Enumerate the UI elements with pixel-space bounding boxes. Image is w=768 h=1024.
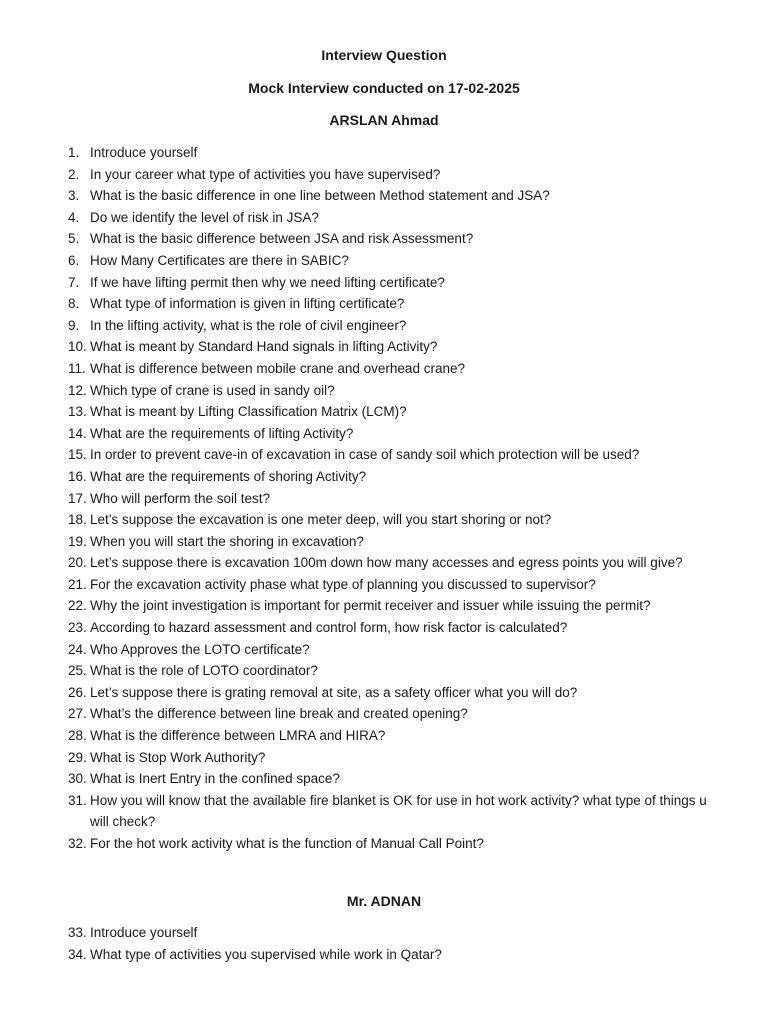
question-number: 15. — [68, 447, 87, 463]
question-item — [0, 142, 768, 164]
question-number: 28. — [68, 728, 87, 744]
question-text: What is Stop Work Authority? — [90, 749, 266, 765]
question-number: 24. — [68, 641, 87, 657]
question-item — [0, 790, 768, 833]
question-item — [0, 552, 768, 574]
question-number: 2. — [68, 166, 80, 182]
question-number: 1. — [68, 145, 80, 160]
question-text: Let’s suppose the excavation is one meter deep, will you start shoring or not? — [90, 512, 552, 528]
question-number: 18. — [68, 512, 87, 528]
question-number: 8. — [68, 296, 80, 312]
question-item — [0, 768, 768, 790]
question-number: 23. — [68, 620, 87, 636]
question-text: For the excavation activity phase what type of planning you discussed to supervisor? — [90, 576, 596, 592]
question-text: What are the requirements of shoring Activity? — [90, 468, 367, 484]
question-number: 14. — [68, 425, 87, 441]
question-text: Let’s suppose there is grating removal at site, as a safety officer what you will do? — [90, 684, 578, 700]
question-number: 27. — [68, 706, 87, 722]
question-text: What is meant by Lifting Classification Matrix (LCM)? — [90, 404, 407, 420]
question-item — [0, 336, 768, 358]
question-item — [0, 164, 768, 186]
question-number: 21. — [68, 576, 87, 592]
question-item — [0, 228, 768, 250]
question-number: 10. — [68, 339, 87, 355]
question-text: How you will know that the available fire blanket is OK for use in hot work activity? what type of things u will check? — [90, 792, 707, 830]
question-item — [0, 272, 768, 294]
question-number: 31. — [68, 792, 87, 808]
question-text: Introduce yourself — [90, 925, 198, 940]
question-text: In order to prevent cave-in of excavation in case of sandy soil which protection will be used? — [90, 447, 640, 463]
question-number: 7. — [68, 274, 80, 290]
question-text: What are the requirements of lifting Activity? — [90, 425, 354, 441]
question-item — [0, 833, 768, 855]
question-item — [0, 185, 768, 207]
question-item — [0, 315, 768, 337]
question-number: 12. — [68, 382, 87, 398]
question-item — [0, 660, 768, 682]
question-number: 17. — [68, 490, 87, 506]
question-item — [0, 466, 768, 488]
question-text: Introduce yourself — [90, 145, 198, 160]
question-text: What is the basic difference between JSA and risk Assessment? — [90, 231, 474, 247]
question-item — [0, 682, 768, 704]
question-number: 11. — [68, 360, 86, 376]
question-number: 26. — [68, 684, 87, 700]
question-item — [0, 358, 768, 380]
question-text: According to hazard assessment and control form, how risk factor is calculated? — [90, 620, 568, 636]
mock-interview-date-heading: Mock Interview conducted on 17-02-2025 — [248, 80, 520, 96]
question-item — [0, 617, 768, 639]
document-title: Interview Question — [321, 47, 447, 63]
question-text: Who will perform the soil test? — [90, 490, 271, 506]
question-text: Let’s suppose there is excavation 100m down how many accesses and egress points you will give? — [90, 555, 683, 571]
question-number: 6. — [68, 252, 80, 268]
question-item — [0, 380, 768, 402]
question-item — [0, 293, 768, 315]
question-number: 30. — [68, 771, 87, 787]
question-number: 16. — [68, 468, 87, 484]
question-item — [0, 531, 768, 553]
question-text: What type of activities you supervised while work in Qatar? — [90, 946, 442, 962]
question-item — [0, 922, 768, 944]
question-item — [0, 639, 768, 661]
question-item — [0, 747, 768, 769]
candidate-heading-arslan: ARSLAN Ahmad — [329, 112, 439, 128]
question-number: 9. — [68, 317, 80, 333]
question-item — [0, 509, 768, 531]
question-item — [0, 595, 768, 617]
question-text: What is the role of LOTO coordinator? — [90, 663, 318, 679]
question-item — [0, 207, 768, 229]
question-text: Do we identify the level of risk in JSA? — [90, 209, 319, 225]
question-number: 5. — [68, 231, 80, 247]
question-item — [0, 725, 768, 747]
question-item — [0, 574, 768, 596]
question-item — [0, 703, 768, 725]
question-text: What is the difference between LMRA and HIRA? — [90, 728, 386, 744]
question-number: 22. — [68, 598, 87, 614]
question-number: 33. — [68, 925, 87, 940]
question-number: 29. — [68, 749, 87, 765]
question-text: In your career what type of activities you have supervised? — [90, 166, 441, 182]
question-list-adnan — [0, 922, 768, 965]
question-number: 32. — [68, 836, 87, 851]
question-number: 3. — [68, 188, 80, 204]
question-number: 13. — [68, 404, 87, 420]
question-text: Which type of crane is used in sandy oil? — [90, 382, 335, 398]
question-item — [0, 488, 768, 510]
question-number: 34. — [68, 946, 87, 962]
question-text: What type of information is given in lifting certificate? — [90, 296, 405, 312]
question-number: 4. — [68, 209, 80, 225]
question-item — [0, 401, 768, 423]
question-text: What is Inert Entry in the confined space? — [90, 771, 340, 787]
question-text: What is the basic difference in one line between Method statement and JSA? — [90, 188, 550, 204]
question-item — [0, 423, 768, 445]
question-text: Who Approves the LOTO certificate? — [90, 641, 310, 657]
question-text: In the lifting activity, what is the role of civil engineer? — [90, 317, 407, 333]
question-text: What is meant by Standard Hand signals in lifting Activity? — [90, 339, 438, 355]
question-item — [0, 944, 768, 966]
question-list-arslan — [0, 142, 768, 855]
question-text: For the hot work activity what is the function of Manual Call Point? — [90, 836, 484, 851]
question-item — [0, 250, 768, 272]
question-text: Why the joint investigation is important for permit receiver and issuer while issuing the permit? — [90, 598, 651, 614]
question-number: 19. — [68, 533, 87, 549]
question-text: What is difference between mobile crane and overhead crane? — [90, 360, 465, 376]
question-number: 25. — [68, 663, 87, 679]
question-number: 20. — [68, 555, 87, 571]
question-text: What’s the difference between line break and created opening? — [90, 706, 468, 722]
question-item — [0, 444, 768, 466]
question-text: When you will start the shoring in excavation? — [90, 533, 364, 549]
candidate-heading-adnan: Mr. ADNAN — [346, 893, 422, 909]
question-text: How Many Certificates are there in SABIC? — [90, 252, 349, 268]
question-text: If we have lifting permit then why we need lifting certificate? — [90, 274, 445, 290]
